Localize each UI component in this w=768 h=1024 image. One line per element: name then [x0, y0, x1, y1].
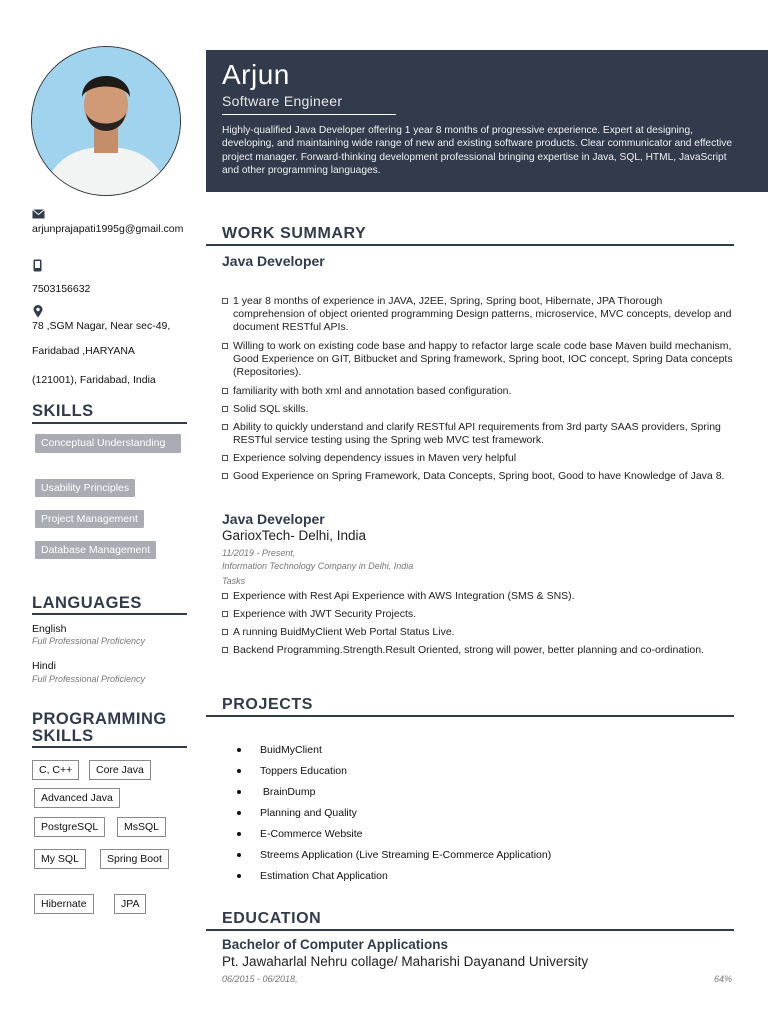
contact-phone: 7503156632 [32, 283, 91, 295]
profile-photo-image [32, 47, 180, 195]
programming-chip: MsSQL [117, 817, 166, 837]
bullet-dot [237, 748, 241, 752]
profile-summary: Highly-qualified Java Developer offering 1 year 8 months of progressive experience. Expert at designing, developing, and maintaining wide range of new and existing software products. Clear communicator and effective project manager. Forward-thinking development professional bringing expertise in Java, SQL, HTML, JavaScript and other programming languages. [222, 125, 733, 177]
address-line-3: (121001), Faridabad, India [32, 374, 156, 386]
education-heading: EDUCATION [222, 910, 322, 927]
bullet-dot [237, 790, 241, 794]
education-score: 64% [714, 974, 733, 984]
languages-heading: LANGUAGES [32, 594, 142, 612]
phone-icon [33, 259, 42, 272]
programming-chip: PostgreSQL [34, 817, 105, 837]
languages-rule [32, 613, 187, 615]
project-item: Planning and Quality [260, 807, 357, 819]
job-title: Java Developer [222, 511, 325, 527]
job-bullet: Good Experience on Spring Framework, Data Concepts, Spring boot, Good to have Knowledge of Java 8. [222, 470, 734, 483]
project-item: BrainDump [260, 786, 316, 798]
contact-email[interactable]: arjunprajapati1995g@gmail.com [32, 223, 184, 235]
programming-chip: My SQL [34, 849, 86, 869]
job-bullet: Willing to work on existing code base and happy to refactor large scale code base Maven build mechanism, Good Experience on GIT, Bitbucket and Spring framework, Spring boot, IOC concept, Spring Data concepts (Repositories). [222, 340, 734, 379]
job-bullet: 1 year 8 months of experience in JAVA, J2EE, Spring, Spring boot, Hibernate, JPA Thorough comprehension of object oriented programming Design patterns, microservice, MVC concepts, develop and document RESTful APIs. [222, 295, 734, 334]
job-bullet: familiarity with both xml and annotation based configuration. [222, 385, 734, 398]
project-item: Streems Application (Live Streaming E-Commerce Application) [260, 849, 552, 861]
project-item: E-Commerce Website [260, 828, 363, 840]
bullet-dot [237, 874, 241, 878]
language-level: Full Professional Proficiency [32, 674, 146, 684]
project-item: BuidMyClient [260, 744, 322, 756]
language-name: English [32, 623, 67, 635]
bullet-dot [237, 811, 241, 815]
programming-rule [32, 746, 187, 748]
programming-chip: Hibernate [34, 894, 94, 914]
envelope-icon [32, 209, 45, 219]
school-name: Pt. Jawaharlal Nehru collage/ Maharishi Dayanand University [222, 954, 589, 969]
task-bullet: Experience with JWT Security Projects. [222, 608, 734, 621]
candidate-name: Arjun [222, 59, 290, 90]
projects-heading: PROJECTS [222, 696, 314, 713]
candidate-role: Software Engineer [222, 93, 343, 109]
address-line-1: 78 ,SGM Nagar, Near sec-49, [32, 320, 171, 332]
skill-chip: Usability Principles [35, 479, 135, 497]
programming-chip: C, C++ [32, 760, 79, 780]
bullet-dot [237, 832, 241, 836]
programming-chip: JPA [114, 894, 146, 914]
skill-chip: Project Management [35, 510, 144, 528]
location-pin-icon [33, 305, 43, 318]
skills-rule [32, 422, 187, 424]
degree-title: Bachelor of Computer Applications [222, 937, 449, 952]
education-dates: 06/2015 - 06/2018, [222, 974, 298, 984]
task-bullet: A running BuidMyClient Web Portal Status Live. [222, 626, 734, 639]
company-description: Information Technology Company in Delhi, India [222, 561, 414, 571]
profile-photo [31, 46, 181, 196]
bullet-dot [237, 769, 241, 773]
skill-chip: Conceptual Understanding [35, 434, 181, 453]
address-line-2: Faridabad ,HARYANA [32, 345, 135, 357]
company-name: GarioxTech- Delhi, India [222, 528, 367, 543]
programming-chip: Spring Boot [100, 849, 169, 869]
task-bullet: Backend Programming.Strength.Result Oriented, strong will power, better planning and co-ordination. [222, 644, 712, 657]
job-dates: 11/2019 - Present, [222, 548, 296, 558]
programming-heading: PROGRAMMING SKILLS [32, 710, 167, 745]
language-name: Hindi [32, 660, 56, 672]
bullet-dot [237, 853, 241, 857]
programming-chip: Core Java [89, 760, 151, 780]
education-rule [206, 929, 734, 931]
work-summary-heading: WORK SUMMARY [222, 225, 367, 242]
skill-chip: Database Management [35, 541, 156, 559]
project-item: Toppers Education [260, 765, 347, 777]
job-bullet: Solid SQL skills. [222, 403, 734, 416]
job-bullet: Ability to quickly understand and clarify RESTful API requirements from 3rd party SAAS providers, Spring RESTful service testing using the Spring web MVC test framework. [222, 421, 734, 447]
work-summary-rule [206, 244, 734, 246]
tasks-label: Tasks [222, 576, 246, 586]
header-banner [206, 50, 768, 192]
job-title: Java Developer [222, 253, 325, 269]
language-level: Full Professional Proficiency [32, 636, 146, 646]
project-item: Estimation Chat Application [260, 870, 388, 882]
skills-heading: SKILLS [32, 402, 94, 420]
role-underline [222, 114, 396, 115]
job-bullet: Experience solving dependency issues in Maven very helpful [222, 452, 734, 465]
programming-chip: Advanced Java [34, 788, 120, 808]
projects-rule [206, 715, 734, 717]
task-bullet: Experience with Rest Api Experience with AWS Integration (SMS & SNS). [222, 590, 734, 603]
